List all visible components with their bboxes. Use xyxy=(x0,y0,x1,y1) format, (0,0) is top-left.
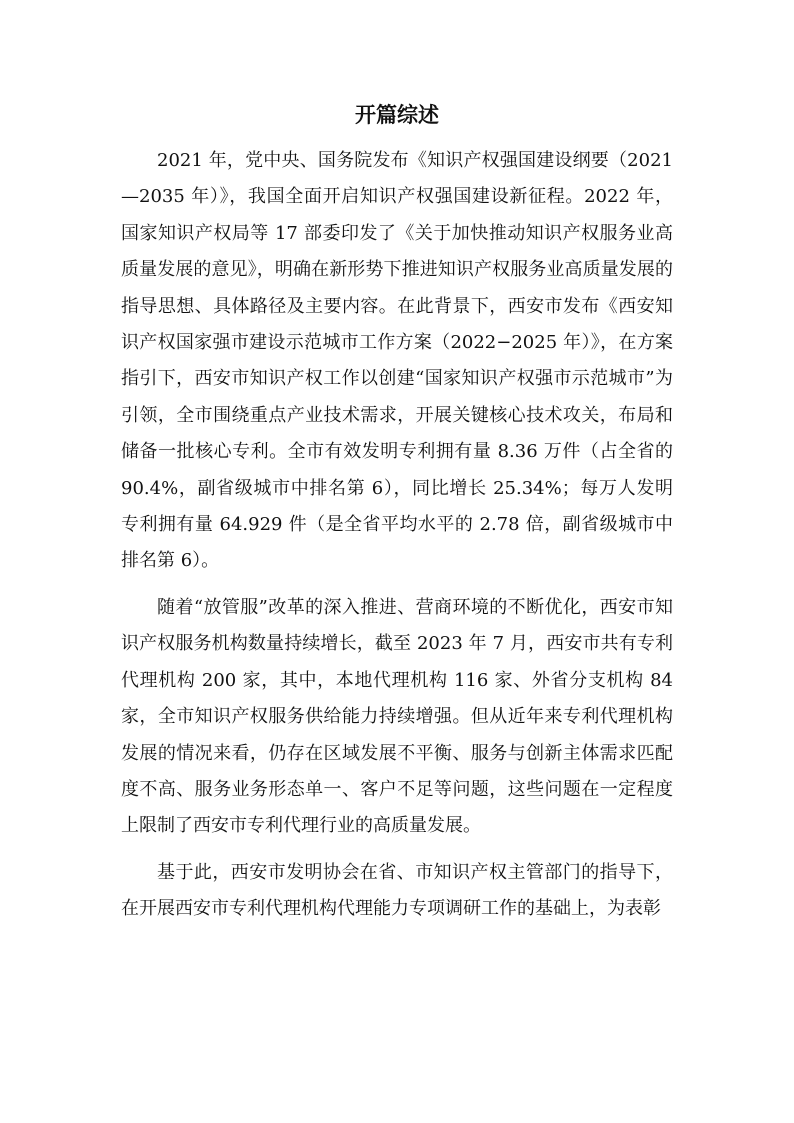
paragraph-purpose: 基于此，西安市发明协会在省、市知识产权主管部门的指导下，在开展西安市专利代理机构代理能力专项调研工作的基础上，为表彰 xyxy=(121,861,673,920)
document-body xyxy=(121,143,673,938)
paragraph-service-agencies: 随着“放管服”改革的深入推进、营商环境的不断优化，西安市知识产权服务机构数量持续增长，截至 2023 年 7 月，西安市共有专利代理机构 200 家，其中，本地代理机构 116 家、外省分支机构 84 家，全市知识产权服务供给能力持续增强。但从近年来专利代理机构发展的情况来看，仍存在区域发展不平衡、服务与创新主体需求匹配度不高、服务业务形态单一、客户不足等问题，这些问题在一定程度上限制了西安市专利代理行业的高质量发展。 xyxy=(121,596,673,837)
paragraph-background: 2021 年，党中央、国务院发布《知识产权强国建设纲要（2021—2035 年）》，我国全面开启知识产权强国建设新征程。2022 年，国家知识产权局等 17 部委印发了《关于加快推动知识产权服务业高质量发展的意见》，明确在新形势下推进知识产权服务业高质量发展的指导思想、具体路径及主要内容。在此背景下，西安市发布《西安知识产权国家强市建设示范城市工作方案（2022−2025 年）》，在方案指引下，西安市知识产权工作以创建“国家知识产权强市示范城市”为引领，全市围绕重点产业技术需求，开展关键核心技术攻关，布局和储备一批核心专利。全市有效发明专利拥有量 8.36 万件（占全省的 90.4%，副省级城市中排名第 6），同比增长 25.34%；每万人发明专利拥有量 64.929 件（是全省平均水平的 2.78 倍，副省级城市中排名第 6）。 xyxy=(121,150,673,572)
page-title: 开篇综述 xyxy=(355,103,439,127)
